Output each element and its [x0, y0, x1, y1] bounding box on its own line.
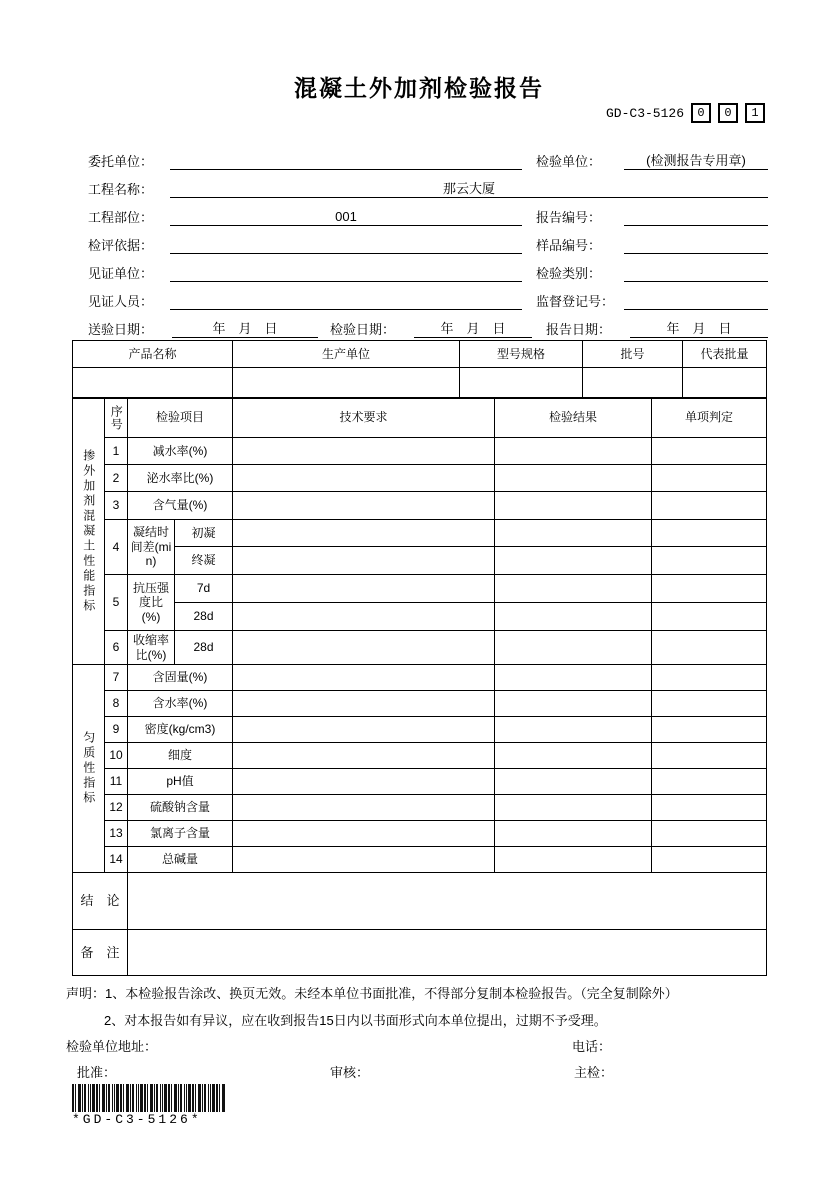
remarks-cell: [128, 930, 767, 976]
result-cell: [495, 520, 652, 547]
barcode-bar: [90, 1084, 91, 1112]
basis-label: 检评依据：: [88, 237, 154, 253]
result-cell: [495, 847, 652, 873]
barcode-bar: [120, 1084, 122, 1112]
approve-label: 批准：: [77, 1065, 117, 1080]
result-cell: [495, 821, 652, 847]
barcode-bar: [132, 1084, 134, 1112]
requirement-cell: [233, 717, 495, 743]
inspection-unit-line: [624, 147, 768, 170]
barcode-bar: [162, 1084, 163, 1112]
requirement-cell: [233, 492, 495, 520]
table-row: [73, 575, 767, 603]
table-row: [73, 368, 767, 399]
item-cell: 凝结时间差(min): [128, 520, 175, 575]
table-row: [73, 847, 767, 873]
barcode-bar: [154, 1084, 155, 1112]
barcode-text: *GD-C3-5126*: [72, 1112, 202, 1127]
barcode-bar: [108, 1084, 110, 1112]
requirement-cell: [233, 665, 495, 691]
product-col-header: 代表批量: [683, 341, 767, 368]
seq-cell: 14: [105, 847, 128, 873]
product-cell: [460, 368, 583, 399]
witness-unit-label: 见证单位：: [88, 265, 154, 281]
send-date-value: 年 月 日: [212, 320, 278, 336]
barcode-bar: [84, 1084, 86, 1112]
product-col-header: 生产单位: [233, 341, 460, 368]
judgement-cell: [652, 717, 767, 743]
project-part-label: 工程部位：: [88, 209, 154, 225]
item-cell: 减水率(%): [128, 438, 233, 465]
barcode-bar: [208, 1084, 209, 1112]
judgement-cell: [652, 603, 767, 631]
send-date-label: 送验日期：: [88, 321, 154, 337]
requirement-cell: [233, 547, 495, 575]
item-cell: 硫酸钠含量: [128, 795, 233, 821]
judgement-cell: [652, 821, 767, 847]
result-cell: [495, 603, 652, 631]
result-cell: [495, 631, 652, 665]
item-cell: 抗压强度比(%): [128, 575, 175, 631]
judgement-cell: [652, 492, 767, 520]
barcode-bar: [138, 1084, 139, 1112]
barcode-bar: [195, 1084, 196, 1112]
requirement-cell: [233, 769, 495, 795]
sub-item-cell: 7d: [175, 575, 233, 603]
judgement-cell: [652, 691, 767, 717]
barcode-bar: [123, 1084, 124, 1112]
remarks-label: 备 注: [73, 930, 128, 976]
item-cell: 密度(kg/cm3): [128, 717, 233, 743]
barcode-bar: [102, 1084, 105, 1112]
table-row: [73, 398, 767, 438]
barcode-bar: [88, 1084, 89, 1112]
barcode-bar: [222, 1084, 225, 1112]
table-row: [73, 341, 767, 368]
judgement-cell: [652, 547, 767, 575]
barcode-bars: [72, 1084, 226, 1112]
item-cell: 氯离子含量: [128, 821, 233, 847]
table-row: [73, 795, 767, 821]
seq-cell: 5: [105, 575, 128, 631]
inspection-unit-label: 检验单位：: [536, 153, 602, 169]
barcode-bar: [112, 1084, 113, 1112]
inspection-type-label: 检验类别：: [536, 265, 602, 281]
requirement-cell: [233, 795, 495, 821]
seq-cell: 12: [105, 795, 128, 821]
product-cell: [233, 368, 460, 399]
barcode-bar: [106, 1084, 107, 1112]
table-row: [73, 438, 767, 465]
barcode-bar: [116, 1084, 119, 1112]
table-row: [73, 465, 767, 492]
col-header-requirement: 技术要求: [233, 398, 495, 438]
seq-cell: 9: [105, 717, 128, 743]
barcode-bar: [164, 1084, 167, 1112]
result-cell: [495, 717, 652, 743]
result-cell: [495, 795, 652, 821]
sample-no-label: 样品编号：: [536, 237, 602, 253]
requirement-cell: [233, 465, 495, 492]
barcode-bar: [160, 1084, 161, 1112]
witness-unit-line: [170, 259, 522, 282]
result-cell: [495, 743, 652, 769]
requirement-cell: [233, 438, 495, 465]
test-date-value: 年 月 日: [440, 320, 506, 336]
item-cell: 含气量(%): [128, 492, 233, 520]
table-row: [73, 743, 767, 769]
requirement-cell: [233, 821, 495, 847]
barcode-bar: [210, 1084, 211, 1112]
seq-cell: 4: [105, 520, 128, 575]
barcode-bar: [150, 1084, 153, 1112]
sub-item-cell: 28d: [175, 631, 233, 665]
form-row-witness-person: [88, 288, 768, 310]
item-cell: 含水率(%): [128, 691, 233, 717]
table-row: [73, 717, 767, 743]
table-row: [73, 631, 767, 665]
judgement-cell: [652, 575, 767, 603]
barcode-bar: [92, 1084, 95, 1112]
product-col-header: 批号: [583, 341, 683, 368]
page-title: 混凝土外加剂检验报告: [294, 75, 544, 101]
barcode-bar: [96, 1084, 98, 1112]
barcode: [72, 1084, 226, 1127]
barcode-bar: [192, 1084, 194, 1112]
test-date-label: 检验日期：: [330, 321, 396, 337]
conclusion-label: 结 论: [73, 873, 128, 930]
test-date-line: [414, 315, 532, 338]
col-header-result: 检验结果: [495, 398, 652, 438]
address-label: 检验单位地址：: [66, 1039, 158, 1054]
report-no-line: [624, 203, 768, 226]
project-name-line: [170, 175, 768, 198]
barcode-bar: [180, 1084, 182, 1112]
barcode-bar: [186, 1084, 187, 1112]
conclusion-cell: [128, 873, 767, 930]
col-header-item: 检验项目: [128, 398, 233, 438]
judgement-cell: [652, 465, 767, 492]
requirement-cell: [233, 575, 495, 603]
judgement-cell: [652, 847, 767, 873]
inspection-table-body: [73, 398, 767, 976]
barcode-bar: [204, 1084, 206, 1112]
barcode-bar: [144, 1084, 146, 1112]
requirement-cell: [233, 847, 495, 873]
barcode-bar: [212, 1084, 215, 1112]
barcode-bar: [130, 1084, 131, 1112]
barcode-bar: [184, 1084, 185, 1112]
requirement-cell: [233, 691, 495, 717]
seq-cell: 8: [105, 691, 128, 717]
form-row-client: [88, 148, 768, 170]
barcode-bar: [126, 1084, 129, 1112]
item-cell: pH值: [128, 769, 233, 795]
code-box-1: 0: [691, 103, 711, 123]
judgement-cell: [652, 743, 767, 769]
client-unit-line: [170, 147, 522, 170]
form-row-dates: [88, 316, 768, 338]
product-table: [72, 340, 767, 399]
result-cell: [495, 575, 652, 603]
statement-line-1: 声明：1、本检验报告涂改、换页无效。未经本单位书面批准，不得部分复制本检验报告。（完全复制除外）: [66, 986, 678, 1001]
product-cell: [683, 368, 767, 399]
result-cell: [495, 665, 652, 691]
code-box-2: 0: [718, 103, 738, 123]
inspection-type-line: [624, 259, 768, 282]
seq-cell: 6: [105, 631, 128, 665]
statement-line-2: 2、对本报告如有异议，应在收到报告15日内以书面形式向本单位提出，过期不予受理。: [104, 1013, 607, 1028]
table-row: [73, 547, 767, 575]
barcode-bar: [202, 1084, 203, 1112]
group-label-homogeneity: 匀质性指标: [73, 665, 105, 873]
product-cell: [583, 368, 683, 399]
witness-person-line: [170, 287, 522, 310]
barcode-bar: [99, 1084, 100, 1112]
report-no-label: 报告编号：: [536, 209, 602, 225]
result-cell: [495, 691, 652, 717]
barcode-bar: [140, 1084, 143, 1112]
product-table-body: [73, 341, 767, 399]
judgement-cell: [652, 795, 767, 821]
table-row: [73, 873, 767, 930]
barcode-bar: [174, 1084, 177, 1112]
report-date-label: 报告日期：: [546, 321, 612, 337]
table-row: [73, 665, 767, 691]
seq-cell: 10: [105, 743, 128, 769]
result-cell: [495, 438, 652, 465]
result-cell: [495, 769, 652, 795]
barcode-bar: [219, 1084, 220, 1112]
inspection-unit-value: (检测报告专用章): [646, 152, 746, 168]
witness-person-label: 见证人员：: [88, 293, 154, 309]
supervision-no-label: 监督登记号：: [536, 293, 615, 309]
judgement-cell: [652, 769, 767, 795]
sub-item-cell: 终凝: [175, 547, 233, 575]
project-part-line: [170, 203, 522, 226]
report-date-line: [630, 315, 768, 338]
item-cell: 总碱量: [128, 847, 233, 873]
basis-line: [170, 231, 522, 254]
project-part-value: 001: [335, 208, 357, 224]
seq-cell: 13: [105, 821, 128, 847]
product-cell: [73, 368, 233, 399]
barcode-bar: [82, 1084, 83, 1112]
table-row: [73, 930, 767, 976]
sub-item-cell: 28d: [175, 603, 233, 631]
table-row: [73, 769, 767, 795]
review-label: 审核：: [330, 1065, 370, 1080]
sub-item-cell: 初凝: [175, 520, 233, 547]
form-row-basis: [88, 232, 768, 254]
barcode-bar: [75, 1084, 76, 1112]
item-cell: 含固量(%): [128, 665, 233, 691]
barcode-bar: [198, 1084, 201, 1112]
barcode-bar: [168, 1084, 170, 1112]
barcode-bar: [136, 1084, 137, 1112]
project-name-label: 工程名称：: [88, 181, 154, 197]
project-name-value: 那云大厦: [442, 180, 495, 196]
code-box-3: 1: [745, 103, 765, 123]
result-cell: [495, 547, 652, 575]
judgement-cell: [652, 438, 767, 465]
form-row-witness-unit: [88, 260, 768, 282]
col-header-seq: 序号: [105, 398, 128, 438]
item-cell: 泌水率比(%): [128, 465, 233, 492]
seq-cell: 1: [105, 438, 128, 465]
barcode-bar: [72, 1084, 74, 1112]
requirement-cell: [233, 631, 495, 665]
judgement-cell: [652, 665, 767, 691]
requirement-cell: [233, 603, 495, 631]
barcode-bar: [188, 1084, 191, 1112]
product-col-header: 型号规格: [460, 341, 583, 368]
product-col-header: 产品名称: [73, 341, 233, 368]
seq-cell: 7: [105, 665, 128, 691]
barcode-bar: [78, 1084, 81, 1112]
seq-cell: 2: [105, 465, 128, 492]
send-date-line: [172, 315, 318, 338]
seq-cell: 11: [105, 769, 128, 795]
barcode-bar: [216, 1084, 218, 1112]
barcode-bar: [156, 1084, 158, 1112]
col-header-judgement: 单项判定: [652, 398, 767, 438]
result-cell: [495, 492, 652, 520]
form-code: GD-C3-5126: [606, 105, 685, 121]
table-row: [73, 603, 767, 631]
item-cell: 细度: [128, 743, 233, 769]
sample-no-line: [624, 231, 768, 254]
barcode-bar: [171, 1084, 172, 1112]
barcode-bar: [178, 1084, 179, 1112]
form-row-project-name: [88, 176, 768, 198]
supervision-no-line: [624, 287, 768, 310]
group-label-performance: 掺外加剂混凝土性能指标: [73, 398, 105, 665]
phone-label: 电话：: [572, 1039, 612, 1054]
table-row: [73, 520, 767, 547]
seq-cell: 3: [105, 492, 128, 520]
barcode-bar: [114, 1084, 115, 1112]
report-date-value: 年 月 日: [666, 320, 732, 336]
form-code-row: [606, 103, 765, 123]
form-row-project-part: [88, 204, 768, 226]
judgement-cell: [652, 631, 767, 665]
barcode-bar: [147, 1084, 148, 1112]
judgement-cell: [652, 520, 767, 547]
chief-label: 主检：: [574, 1065, 614, 1080]
item-cell: 收缩率比(%): [128, 631, 175, 665]
result-cell: [495, 465, 652, 492]
inspection-table: [72, 397, 767, 976]
client-unit-label: 委托单位：: [88, 153, 154, 169]
requirement-cell: [233, 520, 495, 547]
table-row: [73, 821, 767, 847]
table-row: [73, 691, 767, 717]
requirement-cell: [233, 743, 495, 769]
table-row: [73, 492, 767, 520]
